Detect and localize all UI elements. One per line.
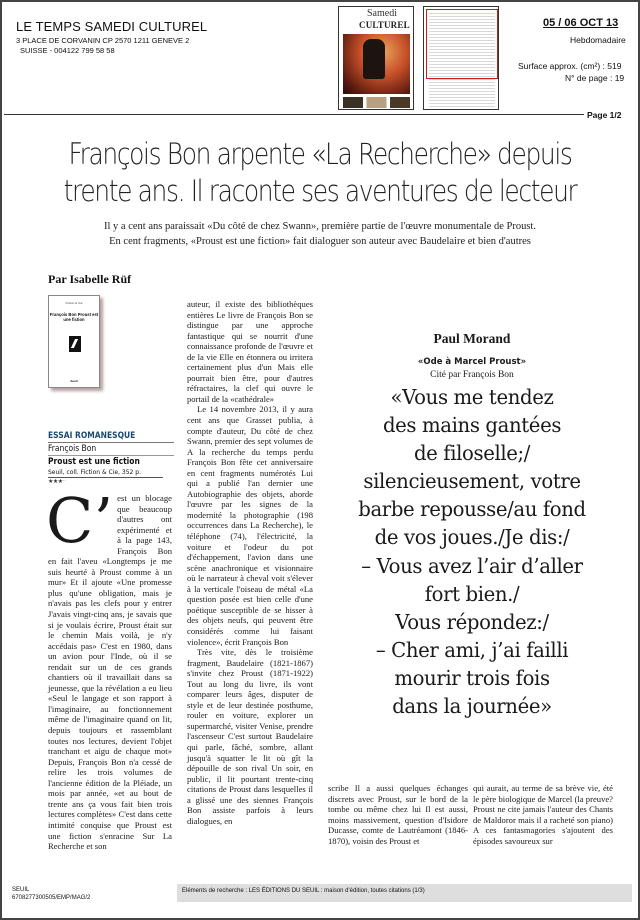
quote-line: Vous répondez:/	[395, 609, 549, 634]
surface-area: Surface approx. (cm²) : 519	[518, 61, 622, 71]
headline-line-1: François Bon arpente «La Recherche» depuis	[68, 137, 572, 171]
cover-thumbnail[interactable]	[338, 6, 414, 110]
quote-line: – Vous avez l’air d’aller	[361, 553, 583, 578]
quote-line: barbe repousse/au fond	[358, 497, 586, 522]
standfirst-line-1: Il y a cent ans paraissait «Du côté de chez Swann», première partie de l'œuvre monumentale de Proust.	[104, 221, 536, 232]
quote-work: «Ode à Marcel Proust»	[417, 357, 527, 367]
column-2-paragraph-1: auteur, il existe des bibliothèques entières Le livre de François Bon se distingue par une approche fantastique qui se nourrit d'une connaissance profonde de l'œuvre et de la vie Elle en étonnera ou irritera certainement plus d'un Mais elle pourrait bien être, pour d'autres réfractaires, la clef qui ouvre le portail de la «cathédrale»	[187, 299, 313, 404]
issue-date: 05 / 06 OCT 13	[543, 17, 619, 29]
cover-figure	[363, 39, 385, 79]
search-elements-text: Eléments de recherche : LES ÉDITIONS DU SEUIL : maison d'édition, toutes citations (1/3)	[182, 888, 425, 894]
quote-line: dans la journée»	[392, 694, 552, 719]
infobox-title: Proust est une fiction	[48, 457, 140, 467]
standfirst-line-2: En cent fragments, «Proust est une fiction» fait dialoguer son auteur avec Baudelaire et bien d'autres	[109, 236, 531, 247]
quote-line: des mains gantées	[382, 413, 562, 438]
byline: Par Isabelle Rüf	[48, 272, 132, 286]
quote-line: mourir trois fois	[394, 665, 550, 690]
rating-stars-empty: ··	[62, 478, 66, 485]
pull-quote	[322, 330, 622, 720]
footer-reference: 6708277300505/EMP/MAG/2	[12, 895, 91, 901]
book-infobox	[48, 430, 178, 486]
quote-line: de filoselle;/	[413, 441, 531, 466]
article-column-3	[328, 783, 468, 846]
publication-name: LE TEMPS SAMEDI CULTUREL	[16, 19, 208, 34]
publisher-logo-icon	[69, 336, 81, 352]
quote-line: – Cher ami, j’ai failli	[375, 637, 569, 662]
quote-cited-by: Cité par François Bon	[430, 370, 514, 380]
publication-address: 3 PLACE DE CORVANIN CP 2570 1211 GENEVE 2	[16, 36, 190, 45]
rating-stars-filled: ★★★	[48, 478, 63, 485]
cover-title-bottom: CULTUREL	[359, 20, 410, 30]
page-thumbnail[interactable]	[423, 6, 499, 110]
column-2-paragraph-3: Très vite, dès le troisième fragment, Baudelaire (1821-1867) s'invite chez Proust (1871-1922) Tout au long du livre, ils vont comparer leurs âges, disputer de style et de leur destinée posthume, rouler en voiture, explorer un supermarché, visiter Venise, prendre l'ascenseur C'est surtout Baudelaire qui parle, fâché, sombre, allant jusqu'à squatter le lit où gît la dépouille de son rival Un soir, en public, il lit pourtant trente-cinq citations de Proust dans lesquelles il a glissé une des siennes François Bon assiste parfois à leurs dialogues, en	[187, 647, 313, 826]
publication-address-country: SUISSE - 004122 799 58 58	[20, 46, 115, 55]
book-publisher: Seuil	[70, 379, 78, 383]
book-cover-title: François Bon Proust est une fiction	[49, 312, 99, 322]
article-column-2	[187, 299, 313, 826]
column-2-paragraph-2: Le 14 novembre 2013, il y aura cent ans que Grasset publia, à compte d'auteur, Du côté de chez Swann, premier des sept volumes de A la recherche du temps perdu François Bon fête cet anniversaire en cent fragments numérotés Lui qui a publié l'an dernier une Autobiographie des objets, aborde l'œuvre par les signes de la modernité la photographie (198 occurrences dans La Recherche), le téléphone (74), l'électricité, la voiture et l'odeur du pot d'échappement, l'avion dans une scène anachronique et visionnaire où le narrateur à cheval voit s'élever à la verticale l'oiseau de métal «La question posée est bien celle d'une poétique susceptible de se hisser à des objets neufs, qui peuvent être considérés comme lui faisant violence», écrit François Bon	[187, 404, 313, 647]
column-3-text: scribe Il a aussi quelques échanges discrets avec Proust, sur le bord de la tombe ou même chez lui Il est aussi, moins massivement, question d'Isidore Ducasse, comte de Lautréamont (1846-1870), voisin des Proust et	[328, 783, 468, 846]
quote-lines	[322, 383, 622, 720]
cover-title-top: Samedi	[367, 8, 397, 19]
frequency: Hebdomadaire	[570, 35, 626, 45]
quote-line: de vos joues./Je dis:/	[374, 525, 570, 550]
book-series: Fiction & Cie	[65, 301, 83, 305]
quote-line: silencieusement, votre	[363, 469, 581, 494]
article-highlight-frame	[426, 9, 498, 79]
article-column-4	[473, 783, 613, 846]
drop-cap: C’	[46, 484, 114, 557]
page-indicator: Page 1/2	[587, 110, 622, 120]
header-divider	[4, 114, 584, 115]
infobox-publisher: Seuil, coll. Fiction & Cie, 352 p.	[48, 468, 163, 478]
headline-line-2: trente ans. Il raconte ses aventures de lecteur	[63, 174, 577, 208]
column-4-text: qui aurait, au terme de sa brève vie, été le père biologique de Marcel (la preuve? Proust ne cite jamais l'auteur des Chants de Maldoror mais il a racheté son piano) A ces fantasmagories s'ajoutent des épisodes savoureux sur	[473, 783, 613, 846]
quote-line: fort bien./	[424, 581, 520, 606]
book-cover-image	[48, 295, 100, 388]
infobox-author: François Bon	[48, 443, 174, 456]
article-column-1	[46, 484, 172, 852]
quote-author: Paul Morand	[433, 331, 511, 346]
cover-photo-strip	[343, 97, 410, 108]
search-elements-bar	[177, 884, 632, 902]
page-number: N° de page : 19	[565, 73, 625, 83]
footer-client: SEUIL	[12, 887, 30, 893]
column-1-text: est un blocage que beaucoup d'autres ont expérimenté et à la page 143, François Bon en fait l'aveu «Longtemps je me suis heurté à Proust comme à un mur» Et il ajoute «Une promesse plus qu'une obligation, mais je n'avais pas les clefs pour y entrer J'avais vingt-cinq ans, je savais que si je voulais écrire, Proust était sur le chemin Mais voilà, je n'y accédais pas» C'est en 1980, dans un avion pour l'Inde, où il se rendait sur un de ces grands chantiers où il travaillait dans sa jeunesse, que la révélation a eu lieu «Seul le langage et son rapport à l'imaginaire, au fonctionnement même de l'imaginaire quand on lit, depuis toujours et rassemblant toutes nos lectures, devient l'objet tranchant et aigu de chaque mot» Depuis, François Bon n'a cessé de relire les trois volumes de l'ancienne édition de la Pléiade, un mois par année, «et au bout de trente ans ça vous fait bien trois lectures complètes» C'est dans cette intimité conquise que Proust est une fiction s'enracine Sur La Recherche et son	[48, 493, 172, 852]
infobox-category: ESSAI ROMANESQUE	[48, 430, 174, 443]
quote-line: «Vous me tendez	[390, 385, 554, 409]
